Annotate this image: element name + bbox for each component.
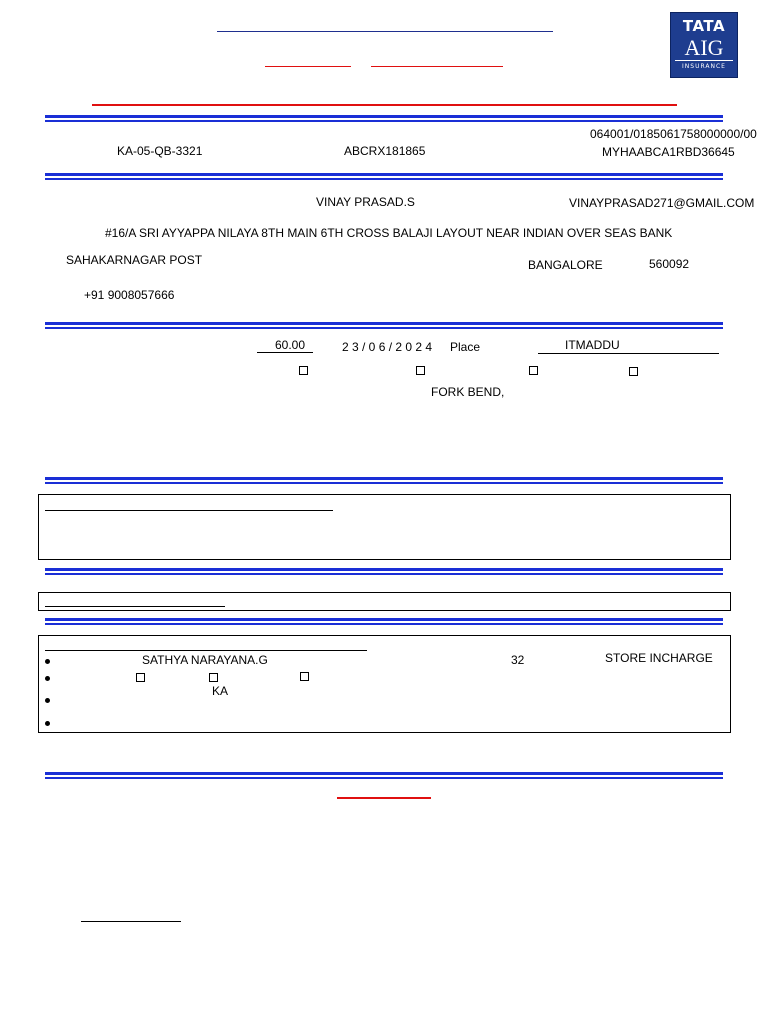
header-title-underline — [217, 31, 553, 32]
tata-aig-logo — [670, 12, 738, 78]
header-red-underline-2 — [371, 66, 503, 67]
insured-address-line2: SAHAKARNAGAR POST — [66, 253, 203, 267]
insured-email: VINAYPRASAD271@GMAIL.COM — [569, 196, 755, 210]
checkbox-2[interactable] — [416, 366, 425, 375]
details-box-1 — [38, 494, 731, 560]
section-divider — [45, 322, 723, 330]
details-box-2 — [38, 592, 731, 611]
declaration-red-underline — [337, 797, 431, 799]
header-red-underline-1 — [265, 66, 351, 67]
registration-number: KA-05-QB-3321 — [117, 144, 203, 158]
insured-pin: 560092 — [649, 257, 690, 271]
logo-tata-text: TATA — [682, 17, 726, 35]
place-label: Place — [450, 340, 481, 354]
box2-heading-underline — [45, 606, 225, 607]
section-divider — [45, 772, 723, 780]
accident-place: ITMADDU — [565, 338, 620, 352]
accident-date: 2 3 / 0 6 / 2 0 2 4 — [342, 340, 433, 354]
section-divider — [45, 173, 723, 181]
box1-heading-underline — [45, 510, 333, 511]
header-red-rule — [92, 104, 677, 106]
driver-license-state: KA — [212, 684, 229, 698]
insured-phone: +91 9008057666 — [84, 288, 175, 302]
section-divider — [45, 477, 723, 485]
checkbox-3[interactable] — [529, 366, 538, 375]
driver-occupation: STORE INCHARGE — [605, 651, 713, 665]
logo-insurance-text: INSURANCE — [675, 60, 733, 70]
engine-number: ABCRX181865 — [344, 144, 426, 158]
insured-city: BANGALORE — [528, 258, 603, 272]
policy-number: 064001/0185061758000000/00 — [590, 127, 757, 141]
bullet-2 — [45, 676, 50, 681]
driver-age: 32 — [511, 653, 525, 667]
driver-heading-underline — [45, 650, 367, 651]
insured-address-line1: #16/A SRI AYYAPPA NILAYA 8TH MAIN 6TH CROSS BALAJI LAYOUT NEAR INDIAN OVER SEAS BANK — [105, 226, 673, 240]
checkbox-1[interactable] — [299, 366, 308, 375]
bullet-3 — [45, 698, 50, 703]
section-divider — [45, 568, 723, 576]
driver-checkbox-1[interactable] — [136, 673, 145, 682]
section-divider — [45, 115, 723, 123]
place-underline — [538, 353, 719, 354]
accident-description: FORK BEND, — [431, 385, 505, 399]
driver-checkbox-2[interactable] — [209, 673, 218, 682]
driver-name: SATHYA NARAYANA.G — [142, 653, 268, 667]
section-divider — [45, 618, 723, 626]
bullet-1 — [45, 659, 50, 664]
signature-line — [81, 921, 181, 922]
logo-aig-text: AIG — [684, 35, 724, 60]
bullet-4 — [45, 721, 50, 726]
chassis-number: MYHAABCA1RBD36645 — [602, 145, 735, 159]
insured-name: VINAY PRASAD.S — [316, 195, 415, 209]
checkbox-4[interactable] — [629, 367, 638, 376]
driver-checkbox-3[interactable] — [300, 672, 309, 681]
accident-amount: 60.00 — [275, 338, 306, 352]
amount-underline — [257, 352, 313, 353]
